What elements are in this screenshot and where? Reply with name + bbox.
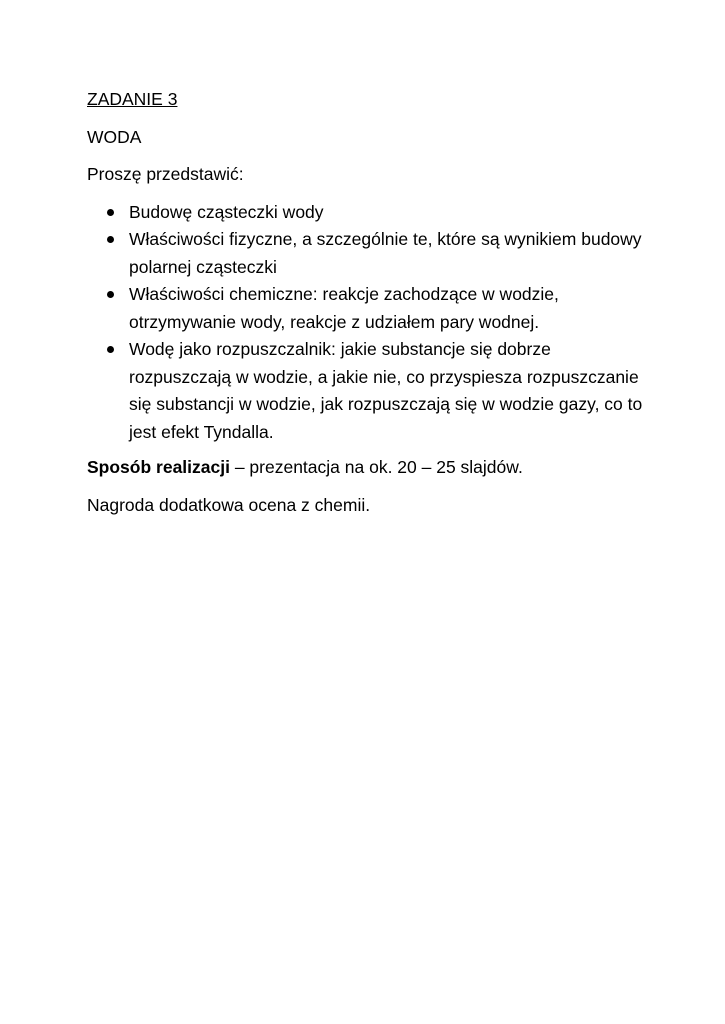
task-heading: ZADANIE 3: [87, 89, 178, 109]
requirements-list: [87, 199, 647, 447]
intro-text: Proszę przedstawić:: [87, 164, 244, 184]
list-item-text: Właściwości chemiczne: reakcje zachodzące w wodzie, otrzymywanie wody, reakcje z udziałem pary wodnej.: [129, 284, 559, 332]
bullet-icon: [107, 209, 114, 216]
topic-title: WODA: [87, 126, 142, 147]
list-item: [87, 281, 647, 336]
list-item: [87, 199, 647, 227]
list-item: [87, 226, 647, 281]
document-content: [87, 86, 647, 529]
list-item: [87, 336, 647, 446]
realization-paragraph: [87, 454, 647, 482]
realization-text: – prezentacja na ok. 20 – 25 slajdów.: [229, 457, 523, 477]
bullet-icon: [107, 291, 114, 298]
list-item-text: Właściwości fizyczne, a szczególnie te, które są wynikiem budowy polarnej cząsteczki: [129, 229, 642, 277]
bullet-icon: [107, 236, 114, 243]
reward-text: Nagroda dodatkowa ocena z chemii.: [87, 494, 371, 515]
list-item-text: Budowę cząsteczki wody: [129, 201, 324, 222]
list-item-text: Wodę jako rozpuszczalnik: jakie substancje się dobrze rozpuszczają w wodzie, a jakie nie, co przyspiesza rozpuszczanie się substancji w wodzie, jak rozpuszczają się w wodzie gazy, co to jest efekt Tyndalla.: [129, 339, 643, 442]
realization-label: Sposób realizacji: [87, 457, 230, 477]
bullet-icon: [107, 346, 114, 353]
